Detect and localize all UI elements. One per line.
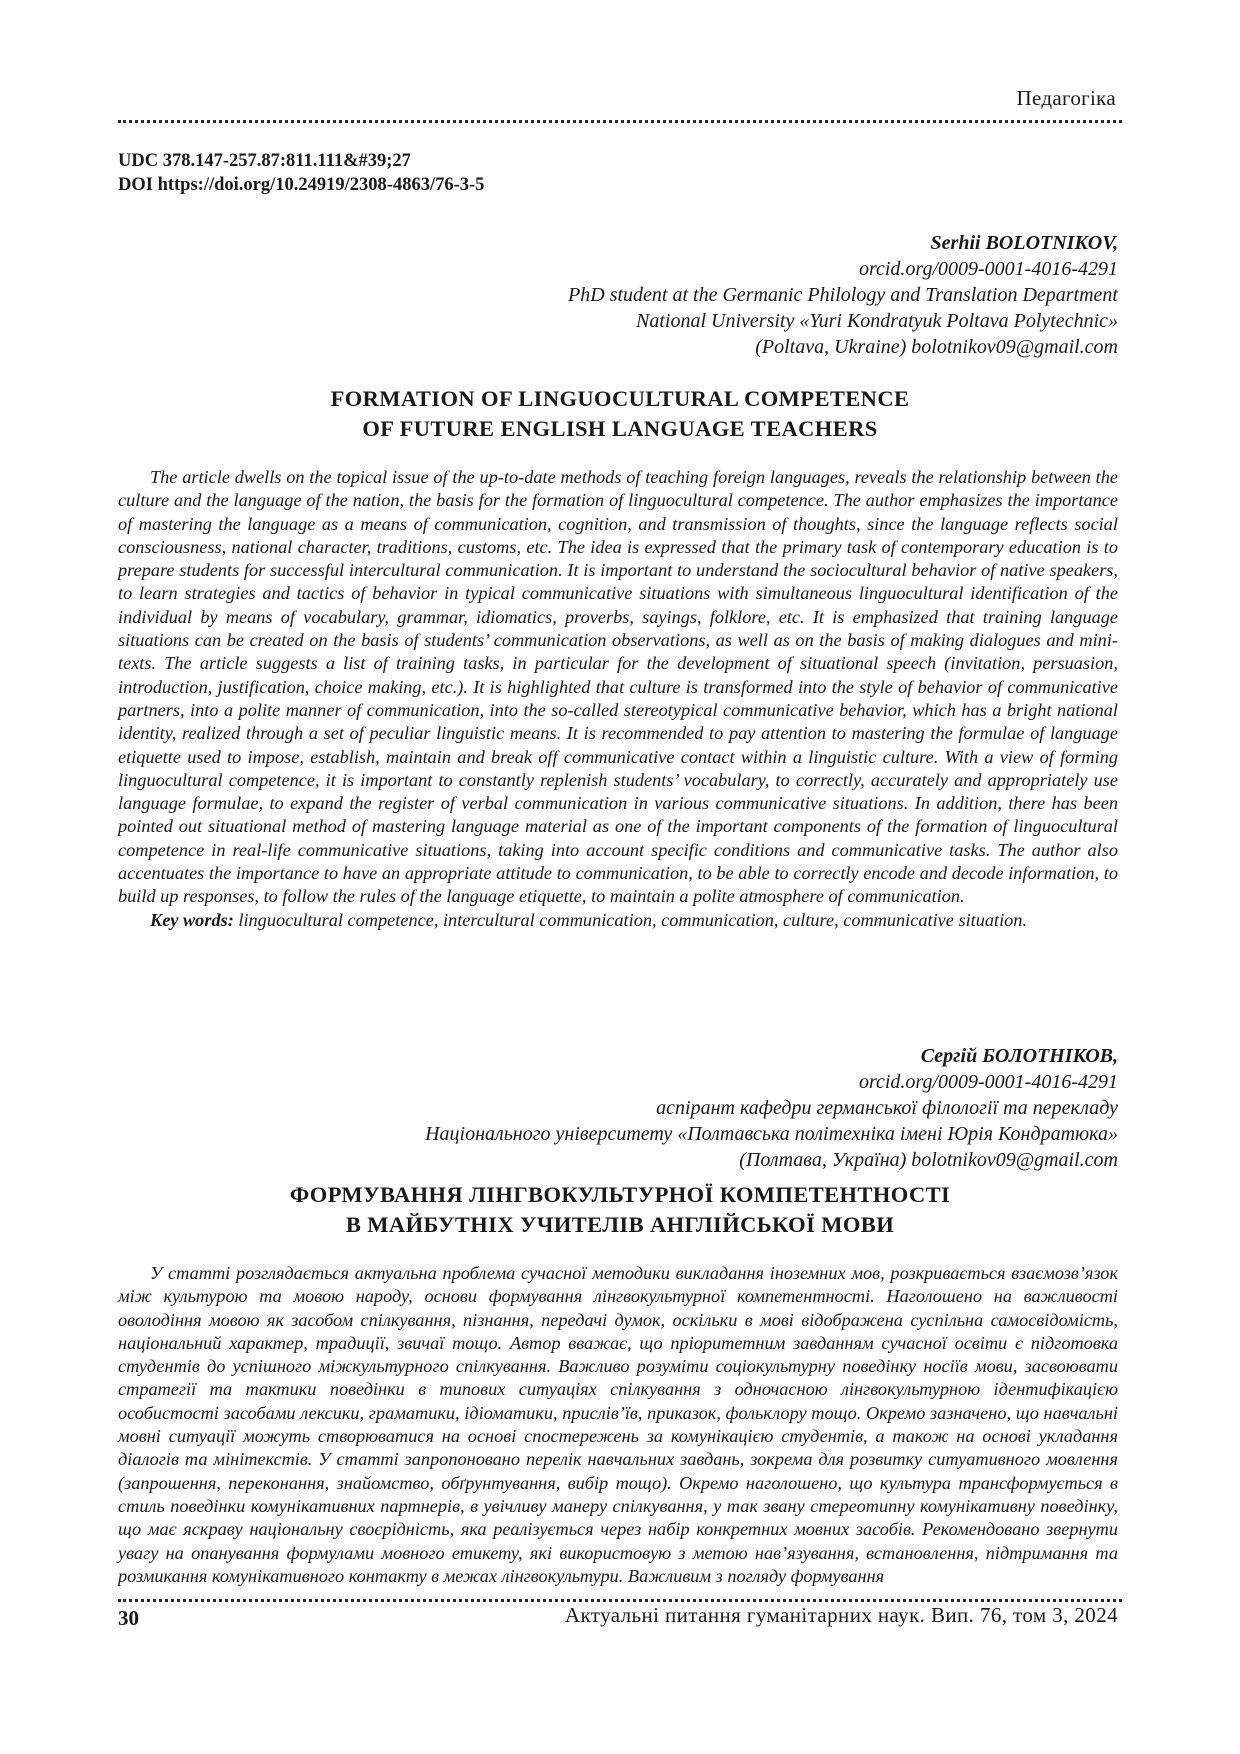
author-university-en: National University «Yuri Kondratyuk Poltava Polytechnic» (636, 310, 1118, 332)
article-title-ua (118, 1180, 1122, 1240)
author-orcid-en[interactable]: orcid.org/0009-0001-4016-4291 (858, 258, 1118, 280)
footer-divider (118, 1599, 1122, 1602)
udc-code: UDC 378.147-257.87:811.111&#39;27 (118, 151, 411, 171)
keywords-list: linguocultural competence, intercultural communication, communication, culture, communicative situation. (238, 909, 1028, 930)
page-number: 30 (118, 1606, 139, 1630)
author-position-en: PhD student at the Germanic Philology and Translation Department (568, 284, 1118, 306)
doi-link[interactable]: DOI https://doi.org/10.24919/2308-4863/76-3-5 (118, 175, 485, 195)
author-info-ua (425, 1043, 1118, 1173)
journal-citation: Актуальні питання гуманітарних наук. Вип. 76, том 3, 2024 (564, 1603, 1118, 1627)
author-name-en: Serhii BOLOTNIKOV, (930, 232, 1118, 254)
article-identifiers (118, 149, 484, 197)
abstract-en-text: The article dwells on the topical issue of the up-to-date methods of teaching foreign languages, reveals the relationship between the culture and the language of the nation, the basis for the formation of linguocultural competence. The author emphasizes the importance of mastering the language as a means of communication, cognition, and transmission of thoughts, since the language reflects social consciousness, national character, traditions, customs, etc. The idea is expressed that the primary task of contemporary education is to prepare students for successful intercultural communication. It is important to understand the sociocultural behavior of native speakers, to learn strategies and tactics of behavior in typical communicative situations with simultaneous linguocultural identification of the individual by means of vocabulary, grammar, idiomatics, proverbs, sayings, folklore, etc. It is emphasized that training language situations can be created on the basis of students’ communication observations, as well as on the basis of making dialogues and mini-texts. The article suggests a list of training tasks, in particular for the development of situational speech (invitation, persuasion, introduction, justification, choice making, etc.). It is highlighted that culture is transformed into the style of behavior of communicative partners, into a polite manner of communication, into the so-called stereotypical communicative behavior, which has a bright national identity, realized through a set of peculiar linguistic means. It is recommended to pay attention to mastering the formulae of language etiquette used to impose, establish, maintain and break off communicative contact within a linguistic culture. With a view of forming linguocultural competence, it is important to constantly replenish students’ vocabulary, to correctly, accurately and appropriately use language formulae, to expand the register of verbal communication in various communicative situations. In addition, there has been pointed out situational method of mastering language material as one of the important components of the formation of linguocultural competence in real-life communicative situations, taking into account specific conditions and communicative tasks. The author also accentuates the importance to have an appropriate attitude to communication, to be able to correctly encode and decode information, to build up responses, to follow the rules of the language etiquette, to maintain a polite atmosphere of communication. (118, 467, 1118, 907)
title-en-line2: OF FUTURE ENGLISH LANGUAGE TEACHERS (362, 416, 878, 441)
keywords-label: Key words: (150, 909, 234, 930)
author-university-ua: Національного університету «Полтавська політехніка імені Юрія Кондратюка» (425, 1123, 1118, 1145)
keywords-en (118, 909, 1118, 932)
header-divider (118, 120, 1122, 123)
author-orcid-ua[interactable]: orcid.org/0009-0001-4016-4291 (858, 1071, 1118, 1093)
author-location-email-ua: (Полтава, Україна) bolotnikov09@gmail.com (739, 1149, 1118, 1171)
abstract-ua-text: У статті розглядається актуальна проблема сучасної методики викладання іноземних мов, розкривається взаємозв’язок між культурою та мовою народу, основи формування лінгвокультурної компетентності. Наголошено на важливості оволодіння мовою як засобом спілкування, пізнання, передачі думок, оскільки в мові відображена суспільна самосвідомість, національний характер, традиції, звичаї тощо. Автор вважає, що пріоритетним завданням сучасної освіти є підготовка студентів до успішного міжкультурного спілкування. Важливо розуміти соціокультурну поведінку носіїв мови, засвоювати стратегії та тактики поведінки в типових ситуаціях спілкування з одночасною лінгвокультурною ідентифікацією особистості засобами лексики, граматики, ідіоматики, прислів’їв, приказок, фольклору тощо. Окремо зазначено, що навчальні мовні ситуації можуть створюватися на основі спостережень за комунікацією студентів, а також на основі укладання діалогів та мінітекстів. У статті запропоновано перелік навчальних завдань, зокрема для розвитку ситуативного мовлення (запрошення, переконання, знайомство, обґрунтування, вибір тощо). Окремо наголошено, що культура трансформується в стиль поведінки комунікативних партнерів, в увічливу манеру спілкування, у так звану стереотипну комунікативну поведінку, що має яскраву національну своєрідність, яка реалізується через набір конкретних мовних засобів. Рекомендовано звернути увагу на опанування формулами мовного етикету, які використовую з метою нав’язування, встановлення, підтримання та розмикання комунікативного контакту в межах лінгвокультури. Важливим з погляду формування (118, 1263, 1118, 1586)
title-en-line1: FORMATION OF LINGUOCULTURAL COMPETENCE (330, 386, 910, 411)
abstract-ua (118, 1262, 1118, 1588)
author-position-ua: аспірант кафедри германської філології та перекладу (656, 1097, 1118, 1119)
section-header: Педагогіка (1016, 86, 1116, 110)
article-title-en (118, 384, 1122, 444)
title-ua-line1: ФОРМУВАННЯ ЛІНГВОКУЛЬТУРНОЇ КОМПЕТЕНТНОСТІ (289, 1182, 951, 1207)
author-location-email-en: (Poltava, Ukraine) bolotnikov09@gmail.com (755, 336, 1118, 358)
title-ua-line2: В МАЙБУТНІХ УЧИТЕЛІВ АНГЛІЙСЬКОЇ МОВИ (345, 1212, 895, 1237)
author-name-ua: Сергій БОЛОТНІКОВ, (920, 1045, 1118, 1067)
abstract-en (118, 466, 1118, 932)
author-info-en (568, 230, 1118, 360)
